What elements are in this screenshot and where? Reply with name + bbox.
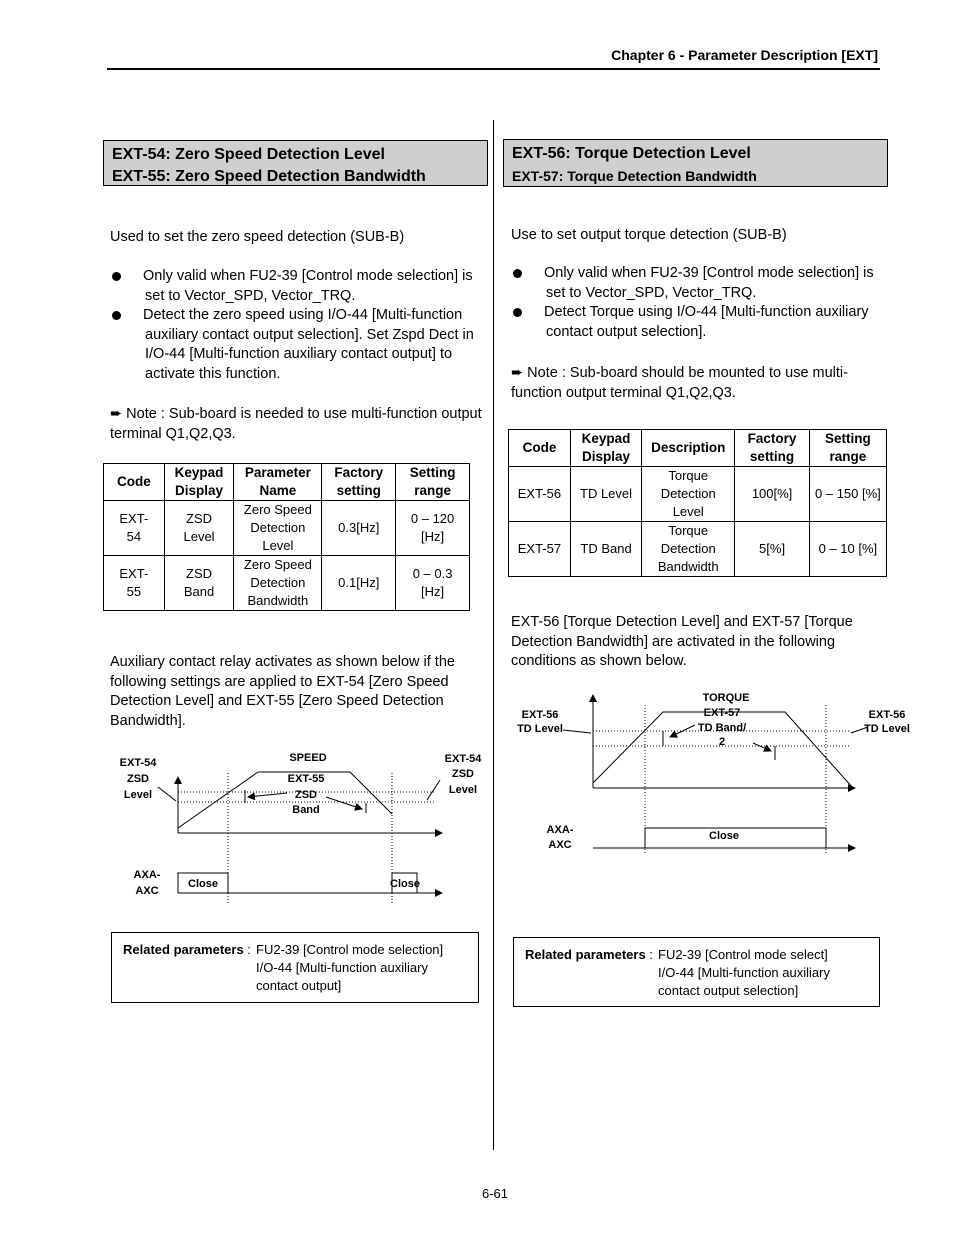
right-related-params xyxy=(513,937,880,1007)
right-bullet-2-line-1: Detect Torque using I/O-44 [Multi-function auxiliary xyxy=(544,304,869,320)
left-related-item-2: I/O-44 [Multi-function auxiliary xyxy=(256,960,428,975)
ext54-pointer xyxy=(158,787,176,801)
left-parameter-table xyxy=(103,463,470,611)
left-th-name: Parameter Name xyxy=(234,464,322,501)
speed-profile xyxy=(178,772,392,828)
ext54r-pointer xyxy=(427,780,440,800)
header-rule xyxy=(107,68,880,70)
right-bullet-2 xyxy=(511,303,881,342)
right-note xyxy=(511,364,848,403)
left-cell: Zero Speed Detection Bandwidth xyxy=(234,556,322,611)
left-th-range: Setting range xyxy=(396,464,470,501)
close-label-1: Close xyxy=(188,878,218,890)
left-paragraph-line-4: Bandwidth]. xyxy=(110,712,186,729)
right-paragraph xyxy=(511,613,853,672)
right-related-item-3: contact output selection] xyxy=(658,983,799,998)
ext55-label-1: EXT-55 xyxy=(287,773,325,785)
right-parameter-table xyxy=(508,429,887,577)
ext56r-label-1: EXT-56 xyxy=(868,709,906,721)
left-section-title-1: EXT-54: Zero Speed Detection Level xyxy=(112,146,385,163)
left-cell: 0 – 120 [Hz] xyxy=(396,501,470,556)
left-paragraph xyxy=(110,653,455,731)
right-cell: TD Band xyxy=(570,522,641,577)
right-cell: 100[%] xyxy=(735,467,810,522)
right-paragraph-line-1: EXT-56 [Torque Detection Level] and EXT-57 [Torque xyxy=(511,614,853,630)
ext54r-label-2: ZSD xyxy=(452,768,474,780)
ext54r-label-1: EXT-54 xyxy=(444,753,482,765)
left-cell: Zero Speed Detection Level xyxy=(234,501,322,556)
right-section-heading xyxy=(503,139,888,187)
ext54-label-2: ZSD xyxy=(127,773,149,785)
right-intro: Use to set output torque detection (SUB-B) xyxy=(511,227,787,243)
ext56-label-2: TD Level xyxy=(517,723,563,735)
table-row xyxy=(104,501,470,556)
right-section-title-2: EXT-57: Torque Detection Bandwidth xyxy=(512,168,757,184)
right-th-code: Code xyxy=(509,430,571,467)
left-cell: EXT- 54 xyxy=(104,501,165,556)
chapter-title: Chapter 6 - Parameter Description [EXT] xyxy=(611,47,878,63)
left-cell: EXT- 55 xyxy=(104,556,165,611)
left-bullet-1-line-1: Only valid when FU2-39 [Control mode selection] is xyxy=(143,268,473,284)
ext57-label-2: TD Band/ xyxy=(697,722,747,734)
torque-axa-label-1: AXA- xyxy=(546,824,574,836)
right-cell: EXT-57 xyxy=(509,522,571,577)
ext55-label-2: ZSD xyxy=(295,789,317,801)
left-bullet-2-line-3: I/O-44 [Multi-function auxiliary contact output] to xyxy=(145,346,453,362)
left-related-params xyxy=(111,932,479,1003)
right-cell: Torque Detection Bandwidth xyxy=(642,522,735,577)
table-row xyxy=(104,556,470,611)
ext56r-label-2: TD Level xyxy=(864,723,910,735)
left-cell: ZSD Band xyxy=(164,556,234,611)
left-section-heading xyxy=(103,140,488,186)
left-related-item-3: contact output] xyxy=(256,978,342,993)
speed-label: SPEED xyxy=(289,752,327,764)
ext56-pointer xyxy=(563,730,591,733)
left-note-line-1: ➨ Note : Sub-board is needed to use multi-function output xyxy=(110,406,482,422)
right-bullets xyxy=(511,264,881,342)
right-bullet-2-line-2: contact output selection]. xyxy=(546,323,707,340)
left-th-keypad: Keypad Display xyxy=(164,464,234,501)
left-cell: ZSD Level xyxy=(164,501,234,556)
right-cell: EXT-56 xyxy=(509,467,571,522)
left-th-code: Code xyxy=(104,464,165,501)
left-bullet-1 xyxy=(110,267,490,306)
zero-speed-diagram xyxy=(100,745,490,920)
right-th-keypad: Keypad Display xyxy=(570,430,641,467)
right-th-range: Setting range xyxy=(809,430,886,467)
right-note-line-1: ➨ Note : Sub-board should be mounted to use multi- xyxy=(511,365,848,381)
right-related-item-2: I/O-44 [Multi-function auxiliary xyxy=(658,965,830,980)
right-section-title-1: EXT-56: Torque Detection Level xyxy=(512,145,751,162)
ext54-label-3: Level xyxy=(123,789,153,801)
column-divider xyxy=(493,120,494,1150)
right-bullet-1-line-2: set to Vector_SPD, Vector_TRQ. xyxy=(546,284,757,301)
left-note xyxy=(110,405,482,444)
ext54r-label-3: Level xyxy=(448,784,478,796)
right-cell: 0 – 10 [%] xyxy=(809,522,886,577)
right-bullet-1-line-1: Only valid when FU2-39 [Control mode selection] is xyxy=(544,265,874,281)
right-th-desc: Description xyxy=(642,430,735,467)
page-number: 6-61 xyxy=(481,1186,509,1201)
right-related-label: Related parameters : xyxy=(525,947,653,962)
ext57-label-1: EXT-57 xyxy=(703,707,741,719)
left-bullet-2-line-2: auxiliary contact output selection]. Set Zspd Dect in xyxy=(145,326,474,343)
right-note-line-2: function output terminal Q1,Q2,Q3. xyxy=(511,384,736,401)
torque-detection-diagram xyxy=(505,685,915,860)
torque-label: TORQUE xyxy=(702,692,750,704)
ext56-label-1: EXT-56 xyxy=(521,709,559,721)
table-row xyxy=(509,467,887,522)
table-row xyxy=(509,522,887,577)
right-cell: TD Level xyxy=(570,467,641,522)
left-related-item-1: FU2-39 [Control mode selection] xyxy=(256,942,444,957)
left-cell: 0.3[Hz] xyxy=(322,501,396,556)
ext57-pointer-2 xyxy=(753,743,771,751)
left-cell: 0 – 0.3 [Hz] xyxy=(396,556,470,611)
right-th-factory: Factory setting xyxy=(735,430,810,467)
right-cell: 0 – 150 [%] xyxy=(809,467,886,522)
left-bullet-1-line-2: set to Vector_SPD, Vector_TRQ. xyxy=(145,287,356,304)
left-cell: 0.1[Hz] xyxy=(322,556,396,611)
right-paragraph-line-2: Detection Bandwidth] are activated in the following xyxy=(511,633,836,650)
left-th-factory: Factory setting xyxy=(322,464,396,501)
left-bullet-2-line-4: activate this function. xyxy=(145,365,281,382)
right-paragraph-line-3: conditions as shown below. xyxy=(511,653,687,669)
torque-axa-label-2: AXC xyxy=(548,839,572,851)
left-related-label: Related parameters : xyxy=(123,942,251,957)
right-cell: Torque Detection Level xyxy=(642,467,735,522)
ext55-label-3: Band xyxy=(292,804,320,816)
left-intro: Used to set the zero speed detection (SUB-B) xyxy=(110,229,405,245)
ext55-pointer xyxy=(248,793,287,797)
left-bullet-2 xyxy=(110,306,490,384)
ext55-pointer-2 xyxy=(326,797,362,809)
close-label-2: Close xyxy=(390,878,420,890)
left-note-line-2: terminal Q1,Q2,Q3. xyxy=(110,425,236,442)
right-related-item-1: FU2-39 [Control mode select] xyxy=(658,947,828,962)
axa-label-1: AXA- xyxy=(133,869,161,881)
axa-label-2: AXC xyxy=(135,885,159,897)
ext57-pointer xyxy=(670,725,695,737)
left-paragraph-line-1: Auxiliary contact relay activates as shown below if the xyxy=(110,654,455,670)
left-section-title-2: EXT-55: Zero Speed Detection Bandwidth xyxy=(112,168,426,185)
left-bullet-2-line-1: Detect the zero speed using I/O-44 [Multi-function xyxy=(143,307,463,323)
ext57-label-3: 2 xyxy=(718,736,726,748)
right-cell: 5[%] xyxy=(735,522,810,577)
left-paragraph-line-2: following settings are applied to EXT-54 [Zero Speed xyxy=(110,673,449,690)
ext54-label-1: EXT-54 xyxy=(119,757,157,769)
right-bullet-1 xyxy=(511,264,881,303)
torque-close-label: Close xyxy=(709,830,739,842)
left-paragraph-line-3: Detection Level] and EXT-55 [Zero Speed Detection xyxy=(110,693,444,709)
left-bullets xyxy=(110,267,490,384)
